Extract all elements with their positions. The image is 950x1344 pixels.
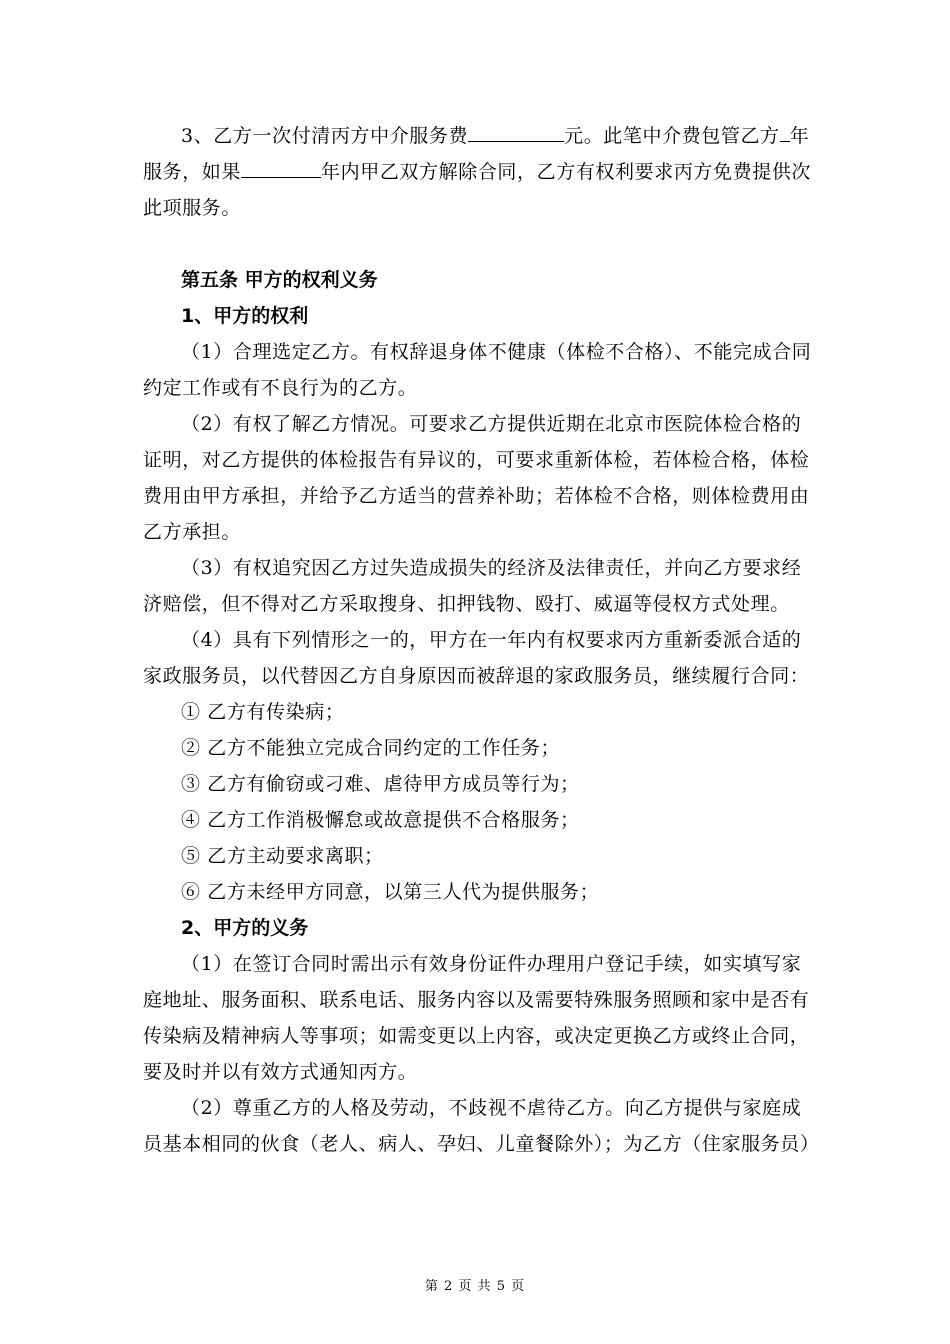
clause-3-text-2: 元。此笔中介费包管乙方 — [564, 125, 780, 147]
document-body — [143, 118, 820, 1162]
situation-item-3: ③ 乙方有偷窃或刁难、虐待甲方成员等行为； — [181, 773, 580, 795]
article-5-title: 第五条 甲方的权利义务 — [181, 269, 378, 291]
duty-item-2: （2）尊重乙方的人格及劳动，不歧视不虐待乙方。向乙方提供与家庭成员基本相同的伙食（老人、病人、孕妇、儿童餐除外）；为乙方（住家服务员） — [143, 1097, 820, 1155]
clause-3-paragraph — [143, 118, 813, 226]
fee-blank — [468, 119, 564, 142]
right-item-1: （1）合理选定乙方。有权辞退身体不健康（体检不合格）、不能完成合同约定工作或有不良行为的乙方。 — [143, 341, 812, 399]
right-item-2: （2）有权了解乙方情况。可要求乙方提供近期在北京市医院体检合格的证明，对乙方提供的体检报告有异议的，可要求重新体检，若体检合格，体检费用由甲方承担，并给予乙方适当的营养补助；若体检不合格，则体检费用由乙方承担。 — [143, 413, 810, 543]
clause-3-text-1: 3、乙方一次付清丙方中介服务费 — [181, 125, 469, 147]
duty-item-1: （1）在签订合同时需出示有效身份证件办理用户登记手续，如实填写家庭地址、服务面积、联系电话、服务内容以及需要特殊服务照顾和家中是否有传染病及精神病人等事项；如需变更以上内容，或决定更换乙方或终止合同，要及时并以有效方式通知丙方。 — [143, 953, 810, 1083]
situation-item-1: ① 乙方有传染病； — [181, 701, 345, 723]
page-number-footer: 第 2 页 共 5 页 — [424, 1279, 526, 1294]
situation-item-2: ② 乙方不能独立完成合同约定的工作任务； — [181, 737, 561, 759]
situation-item-6: ⑥ 乙方未经甲方同意，以第三人代为提供服务； — [181, 881, 600, 903]
right-item-3: （3）有权追究因乙方过失造成损失的经济及法律责任，并向乙方要求经济赔偿，但不得对乙方采取搜身、扣押钱物、殴打、威逼等侵权方式处理。 — [143, 557, 802, 615]
cancel-years-blank — [241, 155, 321, 178]
clause-3-text-4: 年内甲乙双方解除合同，乙方有权利要求丙方免费提供次此项服务。 — [143, 161, 812, 219]
situation-item-5: ⑤ 乙方主动要求离职； — [181, 845, 384, 867]
rights-heading: 1、甲方的权利 — [181, 305, 309, 327]
clause-3-text-3: 年服务，如果 — [143, 125, 810, 183]
duties-heading: 2、甲方的义务 — [181, 917, 309, 939]
section-spacer — [143, 226, 813, 262]
right-item-4: （4）具有下列情形之一的，甲方在一年内有权要求丙方重新委派合适的家政服务员，以代替因乙方自身原因而被辞退的家政服务员，继续履行合同： — [143, 629, 810, 687]
years-blank — [780, 119, 790, 142]
situation-item-4: ④ 乙方工作消极懈怠或故意提供不合格服务； — [181, 809, 580, 831]
